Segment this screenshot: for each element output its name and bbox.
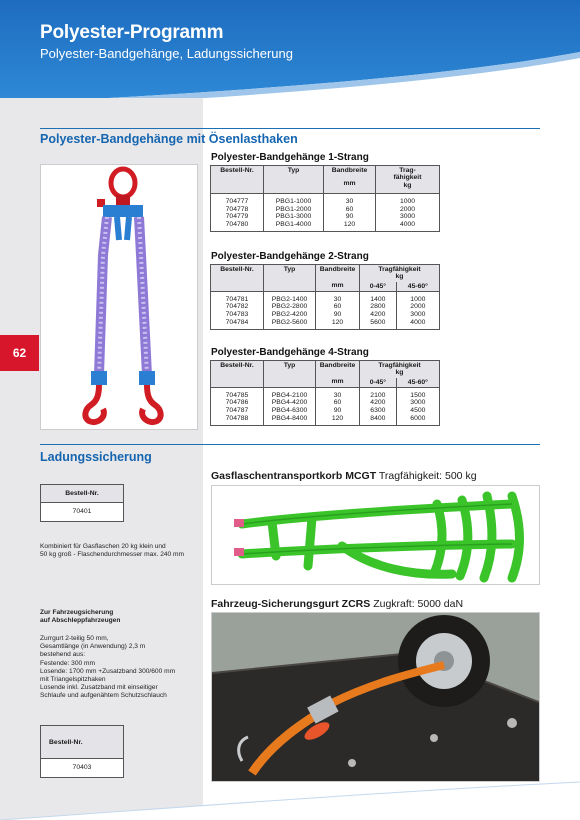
col-capacity: Tragfähigkeit kg	[360, 265, 440, 282]
list-item: 4200	[370, 311, 386, 318]
col-width-label: Bandbreite	[331, 167, 368, 174]
basket-product-name: Gasflaschentransportkorb MCGT	[211, 470, 377, 482]
col-angle-b: 45-60°	[396, 282, 439, 292]
section-rule	[40, 444, 540, 445]
section-heading-slings: Polyester-Bandgehänge mit Ösenlasthaken	[40, 132, 298, 146]
list-item: 704782	[225, 303, 249, 311]
sling-photo	[40, 164, 198, 430]
list-item: PBG2-1400	[271, 295, 308, 303]
belt-order-table	[40, 725, 124, 778]
list-item: 704783	[225, 311, 249, 318]
col-angle-a: 0-45°	[360, 378, 397, 388]
basket-description: Kombiniert für Gasflaschen 20 kg klein und 50 kg groß - Flaschendurchmesser max. 240 mm	[40, 543, 185, 559]
list-item: 704785	[225, 391, 249, 399]
order-no-header: Bestell-Nr.	[41, 726, 123, 759]
list-item: 704777	[225, 198, 249, 205]
col-capacity: Tragfähigkeit kg	[360, 361, 440, 378]
list-item: 4500	[410, 407, 426, 414]
table-1-strang	[210, 165, 440, 232]
col-width	[324, 166, 376, 194]
list-item: 2100	[370, 391, 386, 399]
list-item: 704779	[225, 213, 249, 221]
list-item: 8400	[370, 414, 386, 422]
list-item: PBG1-2000	[275, 205, 312, 213]
list-item: PBG4-4200	[271, 399, 308, 407]
list-item: 30	[333, 295, 342, 303]
col-order-no: Bestell-Nr.	[211, 166, 264, 194]
list-item: 1400	[370, 295, 386, 303]
list-item: PBG1-4000	[275, 220, 312, 228]
belt-photo	[211, 612, 540, 782]
list-item: 90	[333, 407, 342, 414]
col-width	[316, 361, 360, 388]
table-2-strang	[210, 264, 440, 330]
col-capacity: Trag- fähigkeit kg	[376, 166, 440, 194]
list-item: PBG1-1000	[275, 198, 312, 205]
section-rule	[40, 128, 540, 129]
belt-description: Zurrgurt 2-teilig 50 mm, Gesamtlänge (in Anwendung) 2,3 m bestehend aus: Festende: 300 mm Losende: 1700 mm +Zusatzband 300/600 mm mit Triangelspitzhaken Losende inkl. Zusatzband mit einseitiger Schlaufe und aufgenähtem Schutzschlauch	[40, 635, 176, 700]
list-item: 5600	[370, 318, 386, 326]
col-width-unit: mm	[331, 282, 344, 289]
list-item: 3000	[410, 311, 426, 318]
list-item: 60	[333, 399, 342, 407]
belt-heading	[211, 598, 463, 610]
list-item: 90	[333, 311, 342, 318]
col-width-unit: mm	[331, 378, 344, 385]
list-item: PBG4-6300	[271, 407, 308, 414]
list-item: 30	[345, 198, 354, 205]
list-item: 6300	[370, 407, 386, 414]
list-item: 4200	[370, 399, 386, 407]
order-no-header: Bestell-Nr.	[41, 485, 123, 503]
list-item: 1000	[410, 295, 426, 303]
page-title: Polyester-Programm	[40, 22, 224, 43]
table-title-4-strang: Polyester-Bandgehänge 4-Strang	[211, 347, 369, 358]
list-item: 6000	[410, 414, 426, 422]
col-order-no: Bestell-Nr.	[211, 361, 264, 388]
list-item: PBG2-4200	[271, 311, 308, 318]
list-item: 1500	[410, 391, 426, 399]
basket-photo	[211, 485, 540, 585]
list-item: 704784	[225, 318, 249, 326]
col-angle-b: 45-60°	[396, 378, 439, 388]
list-item: 90	[345, 213, 354, 221]
col-width-unit: mm	[343, 180, 356, 187]
list-item: PBG2-2800	[271, 303, 308, 311]
table-title-2-strang: Polyester-Bandgehänge 2-Strang	[211, 251, 369, 262]
table-title-1-strang: Polyester-Bandgehänge 1-Strang	[211, 152, 369, 163]
list-item: 704788	[225, 414, 249, 422]
list-item: PBG2-5600	[271, 318, 308, 326]
list-item: 3000	[399, 213, 416, 221]
col-type: Typ	[264, 265, 316, 292]
list-item: 704778	[225, 205, 249, 213]
list-item: 30	[333, 391, 342, 399]
col-width-label: Bandbreite	[319, 266, 356, 273]
col-order-no: Bestell-Nr.	[211, 265, 264, 292]
list-item: PBG4-2100	[271, 391, 308, 399]
list-item: 4000	[399, 220, 416, 228]
list-item: 2000	[399, 205, 416, 213]
list-item: PBG4-8400	[271, 414, 308, 422]
basket-order-table	[40, 484, 124, 522]
list-item: 704781	[225, 295, 249, 303]
belt-product-name: Fahrzeug-Sicherungsgurt ZCRS	[211, 598, 371, 610]
list-item: PBG1-3000	[275, 213, 312, 221]
list-item: 704780	[225, 220, 249, 228]
list-item: 60	[345, 205, 354, 213]
list-item: 4000	[410, 318, 426, 326]
list-item: 3000	[410, 399, 426, 407]
list-item: 1000	[399, 198, 416, 205]
section-heading-load-securing: Ladungssicherung	[40, 450, 152, 464]
page-subtitle: Polyester-Bandgehänge, Ladungssicherung	[40, 46, 293, 61]
col-angle-a: 0-45°	[360, 282, 397, 292]
col-type: Typ	[264, 166, 324, 194]
basket-product-spec: Tragfähigkeit: 500 kg	[378, 470, 477, 482]
belt-subheading: Zur Fahrzeugsicherung auf Abschleppfahrzeugen	[40, 609, 121, 625]
basket-heading	[211, 470, 477, 482]
order-no-value: 70401	[72, 508, 92, 515]
col-width	[316, 265, 360, 292]
table-4-strang	[210, 360, 440, 426]
list-item: 2000	[410, 303, 426, 311]
list-item: 704786	[225, 399, 249, 407]
list-item: 60	[333, 303, 342, 311]
list-item: 120	[331, 318, 344, 326]
list-item: 704787	[225, 407, 249, 414]
page-number: 62	[0, 335, 39, 371]
list-item: 2800	[370, 303, 386, 311]
col-type: Typ	[264, 361, 316, 388]
belt-product-spec: Zugkraft: 5000 daN	[373, 598, 464, 610]
list-item: 120	[331, 414, 344, 422]
list-item: 120	[343, 220, 356, 228]
order-no-value: 70403	[72, 764, 92, 771]
col-width-label: Bandbreite	[319, 362, 356, 369]
